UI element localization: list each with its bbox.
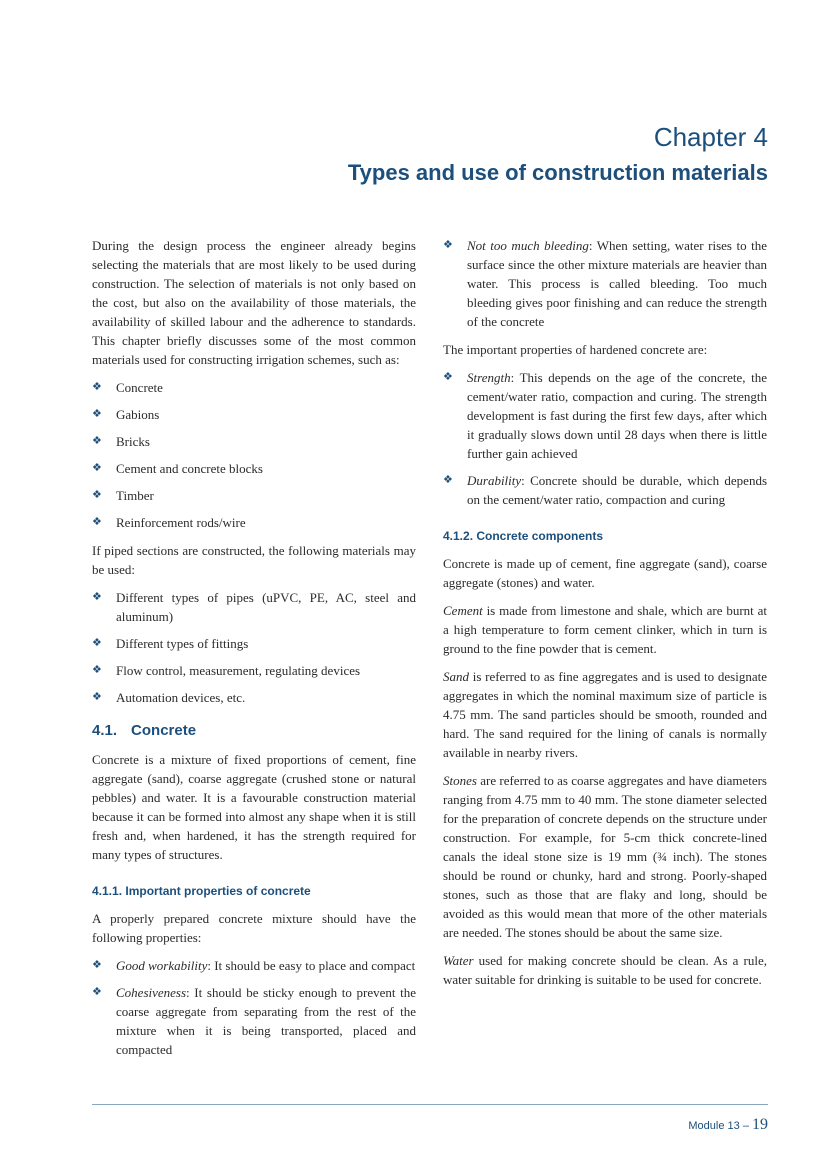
section-number: 4.1. — [92, 722, 118, 739]
materials-list — [92, 378, 416, 532]
list-item — [443, 368, 767, 463]
hardened-list — [443, 368, 767, 509]
cement-paragraph — [443, 601, 767, 658]
list-item: ❖ Different types of pipes (uPVC, PE, AC, steel and aluminum) — [92, 588, 416, 626]
sand-paragraph — [443, 667, 767, 762]
left-column — [92, 236, 416, 1068]
term: Good workability — [116, 958, 208, 973]
hardened-intro: The important properties of hardened concrete are: — [443, 342, 708, 357]
term-text: : It should be easy to place and compact — [207, 958, 416, 973]
list-item — [92, 956, 416, 975]
piped-intro: If piped sections are constructed, the following materials may be used: — [92, 543, 416, 577]
footer-divider — [92, 1104, 768, 1105]
list-item: ❖ Reinforcement rods/wire — [92, 513, 416, 532]
term: Cement — [443, 603, 483, 618]
chapter-title: Types and use of construction materials — [347, 160, 768, 185]
term-text: used for making concrete should be clean. As a rule, water suitable for drinking is suitable to be used for concrete. — [443, 953, 767, 987]
bleeding-list — [443, 236, 767, 331]
list-item: ❖ Timber — [92, 486, 416, 505]
list-item: ❖ Gabions — [92, 405, 416, 424]
list-item — [92, 983, 416, 1059]
term-text: : This depends on the age of the concrete, the cement/water ratio, compaction and curing. The strength development is fast during the first few days, after which it gradually slows down until 28 days when there is little further gain achieved — [467, 370, 767, 461]
term-text: is made from limestone and shale, which are burnt at a high temperature to form cement clinker, which in turn is ground to the fine powder that is cement. — [443, 603, 767, 656]
list-item: ❖ Cement and concrete blocks — [92, 459, 416, 478]
list-item: ❖ Bricks — [92, 432, 416, 451]
concrete-paragraph: Concrete is a mixture of fixed proportions of cement, fine aggregate (sand), coarse aggregate (crushed stone or natural pebbles) and water. It is a favourable construction material because it can be formed into almost any shape when it is still fresh and, when hardened, it has the strength required for many types of structures. — [92, 752, 416, 862]
term-text: : When setting, water rises to the surface since the other mixture materials are heavier than water. This process is called bleeding. Too much bleeding gives poor finishing and can reduce the strength of the concrete — [467, 238, 767, 329]
chapter-label: Chapter 4 — [653, 122, 768, 152]
page-footer — [688, 1116, 768, 1134]
list-item: ❖ Flow control, measurement, regulating devices — [92, 661, 416, 680]
list-item — [443, 471, 767, 509]
term-text: is referred to as fine aggregates and is used to designate aggregates in which the nominal maximum size of particle is 4.75 mm. The sand particles should be smooth, rounded and hard. The sand required for the lining of canals is normally available in nearby rivers. — [443, 669, 767, 760]
term: Durability — [467, 473, 522, 488]
term: Water — [443, 953, 474, 968]
page-number: 19 — [752, 1116, 768, 1133]
term-text: : Concrete should be durable, which depends on the cement/water ratio, compaction and curing — [467, 473, 767, 507]
piped-list — [92, 588, 416, 707]
list-item: ❖ Concrete — [92, 378, 416, 397]
term: Sand — [443, 669, 469, 684]
list-item: ❖ Automation devices, etc. — [92, 688, 416, 707]
section-title: Concrete — [131, 722, 197, 739]
subsection-heading: 4.1.1. Important properties of concrete — [92, 884, 311, 898]
intro-paragraph: During the design process the engineer already begins selecting the materials that are most likely to be used during construction. The selection of materials is not only based on the cost, but also on the availability of those materials, the availability of skilled labour and the adherence to standards. This chapter briefly discusses some of the most common materials used for constructing irrigation schemes, such as: — [92, 238, 416, 367]
term-text: : It should be sticky enough to prevent the coarse aggregate from separating from the rest of the mixture when it is being transported, placed and compacted — [116, 985, 416, 1057]
right-column — [443, 236, 767, 998]
term: Stones — [443, 773, 477, 788]
properties-intro: A properly prepared concrete mixture should have the following properties: — [92, 911, 416, 945]
term: Not too much bleeding — [467, 238, 589, 253]
term: Strength — [467, 370, 511, 385]
module-label: Module 13 – — [688, 1120, 749, 1132]
subsection-heading: 4.1.2. Concrete components — [443, 529, 604, 543]
list-item: ❖ Different types of fittings — [92, 634, 416, 653]
section-heading — [92, 721, 416, 740]
list-item — [443, 236, 767, 331]
stones-paragraph — [443, 771, 767, 942]
term: Cohesiveness — [116, 985, 187, 1000]
water-paragraph — [443, 951, 767, 989]
fresh-properties-list — [92, 956, 416, 1059]
term-text: are referred to as coarse aggregates and have diameters ranging from 4.75 mm to 40 mm. The stone diameter selected for the preparation of concrete depends on the structure under construction. For example, for 5-cm thick concrete-lined canals the ideal stone size is 19 mm (¾ inch). The stones should be round or chunky, hard and strong. Poorly-shaped stones, such as those that are flaky and long, should be avoided as this would mean that more of the other materials are needed. The stones should be about the same size. — [443, 773, 767, 940]
components-intro: Concrete is made up of cement, fine aggregate (sand), coarse aggregate (stones) and water. — [443, 556, 767, 590]
